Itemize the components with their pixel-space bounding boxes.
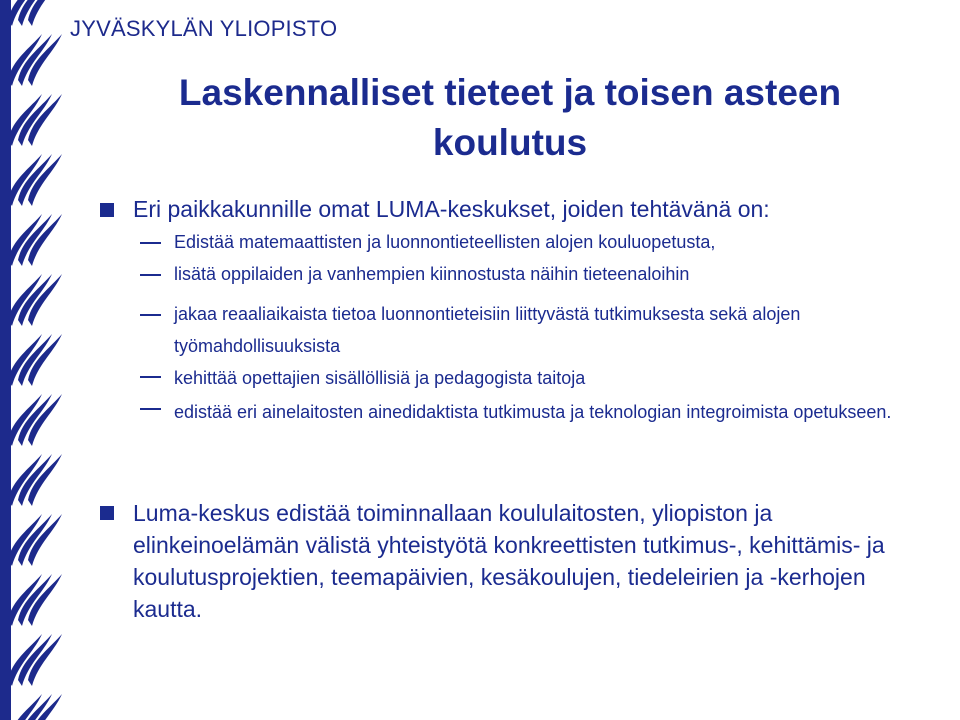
subitem-text: lisätä oppilaiden ja vanhempien kiinnostusta näihin tieteenaloihin — [174, 264, 690, 284]
square-bullet-icon — [100, 506, 114, 520]
university-name: JYVÄSKYLÄN YLIOPISTO — [70, 16, 338, 41]
dash-icon — [140, 274, 161, 276]
slide-title: Laskennalliset tieteet ja toisen asteen koulutus — [178, 72, 842, 163]
square-bullet-icon — [100, 203, 114, 217]
dash-icon — [140, 314, 161, 316]
subitem-text: edistää eri ainelaitosten ainedidaktista tutkimusta ja teknologian integroimista opetukseen. — [174, 402, 892, 422]
bullet-text: Eri paikkakunnille omat LUMA-keskukset, joiden tehtävänä on: — [133, 196, 770, 222]
torch-pattern-icon — [0, 0, 62, 720]
subitem-text: jakaa reaaliaikaista tietoa luonnontieteisiin liittyvästä tutkimuksesta sekä alojen työmahdollisuuksista — [174, 304, 801, 356]
bullet-text: Luma-keskus edistää toiminnallaan koululaitosten, yliopiston ja elinkeinoelämän välistä yhteistyötä konkreettisten tutkimus-, kehittämis- ja koulutusprojektien, teemapäivien, kesäkoulujen, tiedeleirien ja -kerhojen kautta. — [133, 500, 885, 622]
subitem-text: kehittää opettajien sisällöllisiä ja pedagogista taitoja — [174, 368, 586, 388]
dash-icon — [140, 242, 161, 244]
subitem-text: Edistää matemaattisten ja luonnontieteellisten alojen kouluopetusta, — [174, 232, 716, 252]
logo-strip — [0, 0, 62, 720]
dash-icon — [140, 408, 161, 410]
dash-icon — [140, 376, 161, 378]
